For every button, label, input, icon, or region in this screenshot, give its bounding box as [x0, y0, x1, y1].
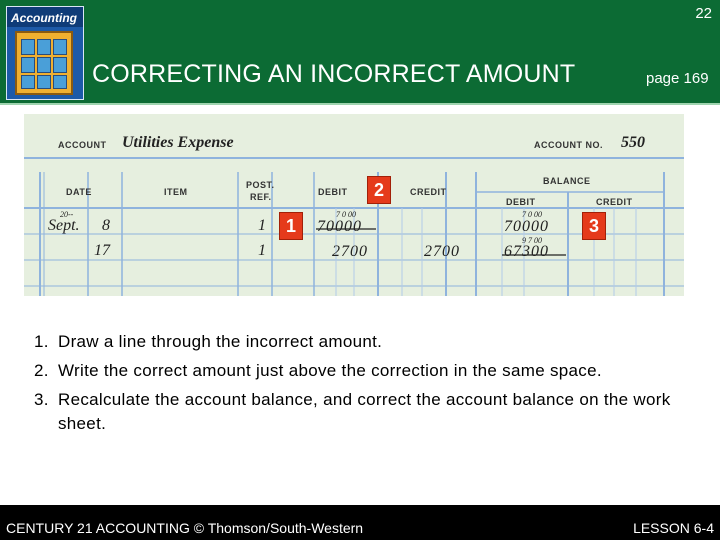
row1-balance-correction: 7 0 00 [522, 210, 542, 219]
column-credit: CREDIT [410, 187, 447, 197]
footer-copyright: CENTURY 21 ACCOUNTING © Thomson/South-Western [6, 520, 364, 536]
row1-day: 8 [102, 217, 110, 234]
row2-day: 17 [94, 242, 110, 259]
row2-post-ref: 1 [258, 242, 266, 259]
slide-number: 22 [695, 5, 712, 22]
column-post-ref-line1: POST. [246, 180, 275, 190]
row1-debit-incorrect: 70000 [317, 218, 362, 235]
column-balance-credit: CREDIT [596, 197, 633, 207]
page-reference: page 169 [646, 70, 709, 87]
row2-balance-debit-incorrect: 67300 [504, 243, 549, 260]
step-item [34, 388, 694, 436]
step-number: 2. [34, 361, 49, 380]
row2-debit: 2700 [332, 243, 368, 260]
callout-2: 2 [367, 176, 391, 204]
step-number: 1. [34, 332, 49, 351]
step-text: Recalculate the account balance, and correct the account balance on the work sheet. [58, 390, 671, 433]
account-number: 550 [621, 134, 645, 151]
column-debit: DEBIT [318, 187, 348, 197]
callout-3: 3 [582, 212, 606, 240]
row1-month: Sept. [48, 217, 80, 234]
row1-post-ref: 1 [258, 217, 266, 234]
step-number: 3. [34, 390, 49, 409]
book-cover-title: Accounting [11, 11, 77, 25]
step-item [34, 330, 694, 354]
step-text: Draw a line through the incorrect amount. [58, 332, 383, 351]
column-item: ITEM [164, 187, 188, 197]
slide-footer [0, 505, 720, 540]
row2-balance-correction: 9 7 00 [522, 236, 542, 245]
footer-lesson: LESSON 6-4 [633, 520, 714, 536]
account-no-label: ACCOUNT NO. [534, 140, 603, 150]
step-text: Write the correct amount just above the correction in the same space. [58, 361, 602, 380]
column-post-ref-line2: REF. [250, 192, 272, 202]
callout-1: 1 [279, 212, 303, 240]
ledger-form [24, 114, 684, 296]
account-name: Utilities Expense [122, 134, 234, 151]
column-balance-debit: DEBIT [506, 197, 536, 207]
slide-header [0, 0, 720, 105]
book-cover-logo [6, 6, 84, 100]
year: 20-- [60, 210, 74, 219]
instruction-steps [34, 330, 694, 436]
column-date: DATE [66, 187, 92, 197]
slide-title: CORRECTING AN INCORRECT AMOUNT [92, 60, 576, 88]
row1-debit-correction: 7 0 00 [336, 210, 356, 219]
row1-balance-debit: 70000 [504, 218, 549, 235]
column-balance: BALANCE [543, 176, 591, 186]
row2-credit: 2700 [424, 243, 460, 260]
account-label: ACCOUNT [58, 140, 107, 150]
step-item [34, 359, 694, 383]
